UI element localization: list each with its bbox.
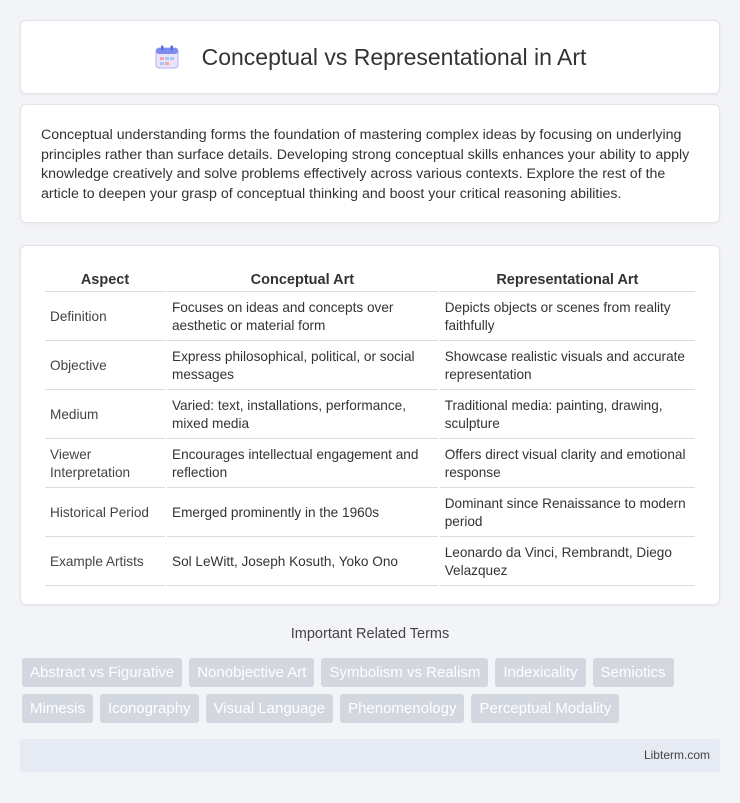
related-term-tag[interactable]: Phenomenology <box>340 694 464 723</box>
conceptual-cell: Express philosophical, political, or social messages <box>167 343 438 390</box>
related-term-tag[interactable]: Symbolism vs Realism <box>321 658 488 687</box>
comparison-table-card <box>20 245 720 605</box>
related-term-tag[interactable]: Abstract vs Figurative <box>22 658 182 687</box>
related-term-tag[interactable]: Semiotics <box>593 658 674 687</box>
aspect-cell: Medium <box>45 392 165 439</box>
header-conceptual: Conceptual Art <box>167 268 438 292</box>
table-row <box>45 392 695 439</box>
calendar-app-icon <box>154 44 180 70</box>
representational-cell: Traditional media: painting, drawing, sculpture <box>440 392 695 439</box>
table-row <box>45 539 695 586</box>
aspect-cell: Example Artists <box>45 539 165 586</box>
table-row <box>45 294 695 341</box>
related-term-tag[interactable]: Iconography <box>100 694 199 723</box>
related-term-tag[interactable]: Mimesis <box>22 694 93 723</box>
page-title: Conceptual vs Representational in Art <box>201 43 587 70</box>
related-term-tag[interactable]: Indexicality <box>495 658 585 687</box>
related-terms-title: Important Related Terms <box>290 626 450 642</box>
conceptual-cell: Sol LeWitt, Joseph Kosuth, Yoko Ono <box>167 539 438 586</box>
header-representational: Representational Art <box>440 268 695 292</box>
header-card <box>20 20 720 94</box>
aspect-cell: Viewer Interpretation <box>45 441 165 488</box>
representational-cell: Leonardo da Vinci, Rembrandt, Diego Velazquez <box>440 539 695 586</box>
intro-card <box>20 104 720 223</box>
related-terms-list <box>22 658 722 723</box>
aspect-cell: Definition <box>45 294 165 341</box>
related-term-tag[interactable]: Nonobjective Art <box>189 658 314 687</box>
intro-text: Conceptual understanding forms the foundation of mastering complex ideas by focusing on underlying principles rather than surface details. Developing strong conceptual skills enhances your ability to apply knowledge creatively and solve problems effectively across various contexts. Explore the rest of the article to deepen your grasp of conceptual thinking and boost your critical reasoning abilities. <box>41 127 690 202</box>
conceptual-cell: Varied: text, installations, performance, mixed media <box>167 392 438 439</box>
representational-cell: Depicts objects or scenes from reality faithfully <box>440 294 695 341</box>
aspect-cell: Historical Period <box>45 490 165 537</box>
table-row <box>45 490 695 537</box>
conceptual-cell: Encourages intellectual engagement and reflection <box>167 441 438 488</box>
conceptual-cell: Emerged prominently in the 1960s <box>167 490 438 537</box>
footer-site-link[interactable]: Libterm.com <box>643 748 710 762</box>
table-row <box>45 343 695 390</box>
header-aspect: Aspect <box>45 268 165 292</box>
conceptual-cell: Focuses on ideas and concepts over aesthetic or material form <box>167 294 438 341</box>
related-term-tag[interactable]: Visual Language <box>206 694 334 723</box>
representational-cell: Offers direct visual clarity and emotional response <box>440 441 695 488</box>
comparison-table <box>43 266 697 588</box>
representational-cell: Showcase realistic visuals and accurate representation <box>440 343 695 390</box>
footer <box>20 739 720 772</box>
related-term-tag[interactable]: Perceptual Modality <box>471 694 619 723</box>
aspect-cell: Objective <box>45 343 165 390</box>
representational-cell: Dominant since Renaissance to modern period <box>440 490 695 537</box>
table-row <box>45 441 695 488</box>
